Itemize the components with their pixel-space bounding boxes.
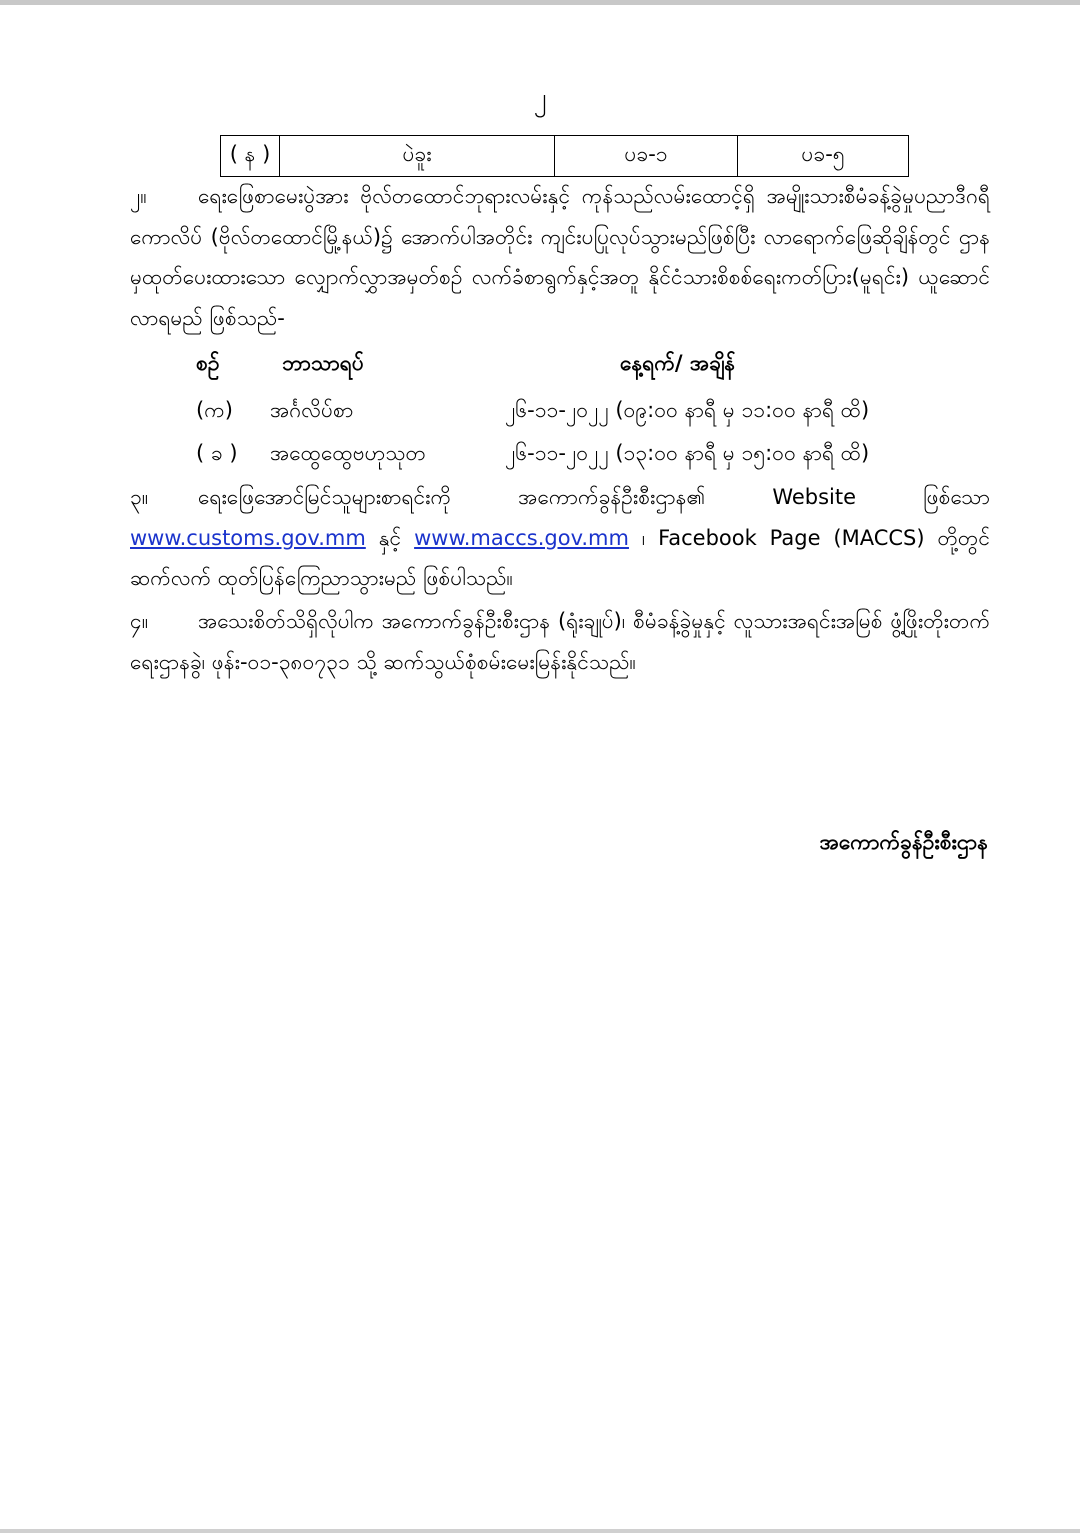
schedule-row-subject: အင်္ဂလိပ်စာ — [270, 398, 354, 422]
bottom-border — [0, 1529, 1080, 1533]
paragraph-3 — [130, 477, 990, 599]
paragraph-text: ရေးဖြေစာမေးပွဲအား ဗိုလ်တထောင်ဘုရားလမ်းနှင့် ကုန်သည်လမ်းထောင့်ရှိ အမျိုးသားစီမံခန့်ခွဲမှုပညာဒီဂရီကောလိပ် (ဗိုလ်တထောင်မြို့နယ်)၌ အောက်ပါအတိုင်း ကျင်းပပြုလုပ်သွားမည်ဖြစ်ပြီး လာရောက်ဖြေဆိုချိန်တွင် ဌာနမှထုတ်ပေးထားသော လျှောက်လွှာအမှတ်စဉ် လက်ခံစာရွက်နှင့်အတူ နိုင်ငံသားစိစစ်ရေးကတ်ပြား(မူရင်း) ယူဆောင်လာရမည် ဖြစ်သည်- — [130, 184, 990, 330]
maccs-website-link[interactable]: www.maccs.gov.mm — [414, 525, 629, 550]
paragraph-2 — [130, 176, 990, 338]
table-row — [221, 136, 909, 177]
top-border — [0, 0, 1080, 5]
paragraph-number: ၄။ — [130, 609, 149, 633]
schedule-row-datetime: ၂၆-၁၁-၂၀၂၂ (၁၃:၀၀ နာရီ မှ ၁၅:၀၀ နာရီ ထိ) — [505, 441, 870, 465]
table-cell: ပခ-၁ — [555, 136, 738, 177]
table-cell: ပခ-၅ — [738, 136, 909, 177]
district-table — [220, 135, 909, 177]
customs-website-link[interactable]: www.customs.gov.mm — [130, 525, 366, 550]
signature-department: အကောက်ခွန်ဦးစီးဌာန — [819, 830, 988, 854]
schedule-row-no: (က) — [196, 398, 233, 422]
schedule-row-subject: အထွေထွေဗဟုသုတ — [270, 441, 426, 465]
paragraph-4 — [130, 601, 990, 682]
paragraph-text: ရေးဖြေအောင်မြင်သူများစာရင်းကို အကောက်ခွန်ဦးစီးဌာန၏ Website ဖြစ်သော — [198, 485, 990, 509]
paragraph-text: ၊ Facebook Page (MACCS) တို့တွင် ဆက်လက် ထုတ်ပြန်ကြေညာသွားမည် ဖြစ်ပါသည်။ — [130, 525, 990, 590]
paragraph-number: ၃။ — [130, 485, 149, 509]
paragraph-number: ၂။ — [130, 184, 147, 208]
schedule-row-no: ( ခ ) — [196, 441, 238, 465]
paragraph-text: နှင့် — [365, 525, 415, 550]
page-number: ၂ — [533, 83, 547, 113]
schedule-row-datetime: ၂၆-၁၁-၂၀၂၂ (၀၉:၀၀ နာရီ မှ ၁၁:၀၀ နာရီ ထိ) — [505, 398, 870, 422]
paragraph-text: အသေးစိတ်သိရှိလိုပါက အကောက်ခွန်ဦးစီးဌာန (ရုံးချုပ်)၊ စီမံခန့်ခွဲမှုနှင့် လူသားအရင်းအမြစ် ဖွံ့ဖြိုးတိုးတက်ရေးဌာနခွဲ၊ ဖုန်း-၀၁-၃၈၀၇၃၁ သို့ ဆက်သွယ်စုံစမ်းမေးမြန်းနိုင်သည်။ — [130, 609, 990, 674]
table-cell: ပဲခူး — [280, 136, 555, 177]
schedule-header-datetime: နေ့ရက်/ အချိန် — [620, 351, 736, 375]
schedule-header-subject: ဘာသာရပ် — [282, 351, 364, 375]
schedule-header-no: စဉ် — [196, 351, 220, 375]
table-cell: ( န ) — [221, 136, 280, 177]
